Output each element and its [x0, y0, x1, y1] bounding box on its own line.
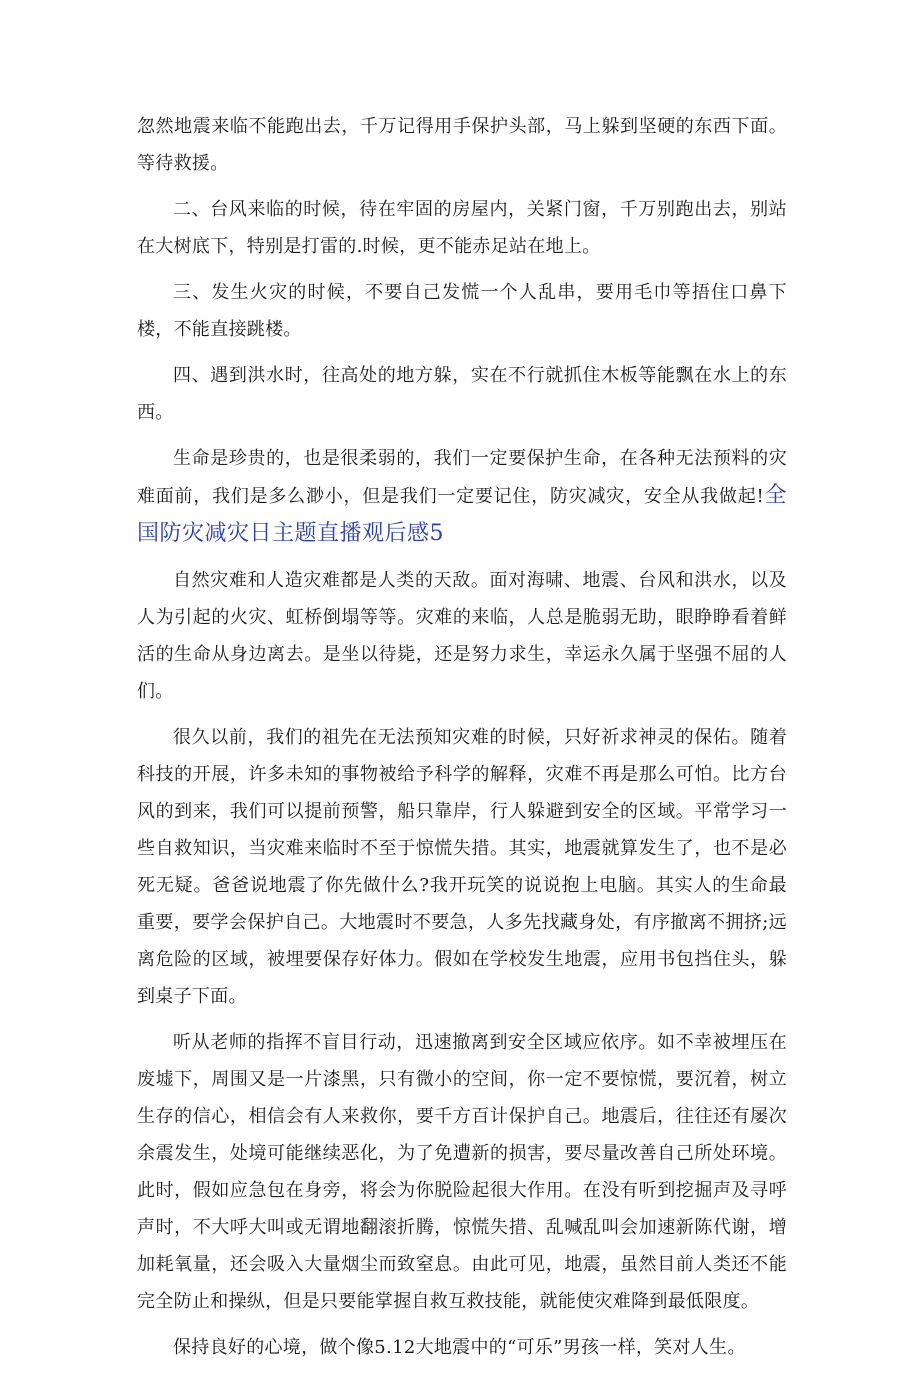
paragraph-good-mood: 保持良好的心境，做个像5.12大地震中的“可乐”男孩一样，笑对人生。 [173, 1337, 746, 1358]
document-body [137, 108, 787, 1375]
paragraph-earthquake-tip: 忽然地震来临不能跑出去，千万记得用手保护头部，马上躲到坚硬的东西下面。等待救援。 [137, 116, 787, 174]
closing-text: 生命是珍贵的，也是很柔弱的，我们一定要保护生命，在各种无法预料的灾难面前，我们是多么渺小，但是我们一定要记住，防灾减灾，安全从我做起! [137, 448, 787, 507]
paragraph-fire-tip: 三、发生火灾的时候，不要自己发慌一个人乱串，要用毛巾等捂住口鼻下楼，不能直接跳楼。 [137, 282, 787, 340]
paragraph-flood-tip: 四、遇到洪水时，往高处的地方躲，实在不行就抓住木板等能飘在水上的东西。 [137, 365, 787, 423]
paragraph-closing [137, 440, 787, 553]
paragraph-typhoon-tip: 二、台风来临的时候，待在牢固的房屋内，关紧门窗，千万别跑出去，别站在大树底下，特别是打雷的.时候，更不能赤足站在地上。 [137, 199, 787, 257]
paragraph-ancestors: 很久以前，我们的祖先在无法预知灾难的时候，只好祈求神灵的保佑。随着科技的开展，许多未知的事物被给予科学的解释，灾难不再是那么可怕。比方台风的到来，我们可以提前预警，船只靠岸，行人躲避到安全的区域。平常学习一些自救知识，当灾难来临时不至于惊慌失措。其实，地震就算发生了，也不是必死无疑。爸爸说地震了你先做什么?我开玩笑的说说抱上电脑。其实人的生命最重要，要学会保护自己。大地震时不要急，人多先找藏身处，有序撤离不拥挤;远离危险的区域，被埋要保存好体力。假如在学校发生地震，应用书包挡住头，躲到桌子下面。 [137, 727, 787, 1007]
section-heading: 全国防灾减灾日主题直播观后感5 [137, 483, 787, 546]
paragraph-teacher-guidance: 听从老师的指挥不盲目行动，迅速撤离到安全区域应依序。如不幸被埋压在废墟下，周围又是一片漆黑，只有微小的空间，你一定不要惊慌，要沉着，树立生存的信心，相信会有人来救你，要千方百计保护自己。地震后，往往还有屡次余震发生，处境可能继续恶化，为了免遭新的损害，要尽量改善自己所处环境。此时，假如应急包在身旁，将会为你脱险起很大作用。在没有听到挖掘声及寻呼声时，不大呼大叫或无谓地翻滚折腾，惊慌失措、乱喊乱叫会加速新陈代谢，增加耗氧量，还会吸入大量烟尘而致窒息。由此可见，地震，虽然目前人类还不能完全防止和操纵，但是只要能掌握自救互救技能，就能使灾难降到最低限度。 [137, 1032, 787, 1312]
paragraph-disasters-intro: 自然灾难和人造灾难都是人类的天敌。面对海啸、地震、台风和洪水，以及人为引起的火灾、虹桥倒塌等等。灾难的来临，人总是脆弱无助，眼睁睁看着鲜活的生命从身边离去。是坐以待毙，还是努力求生，幸运永久属于坚强不屈的人们。 [137, 570, 787, 702]
